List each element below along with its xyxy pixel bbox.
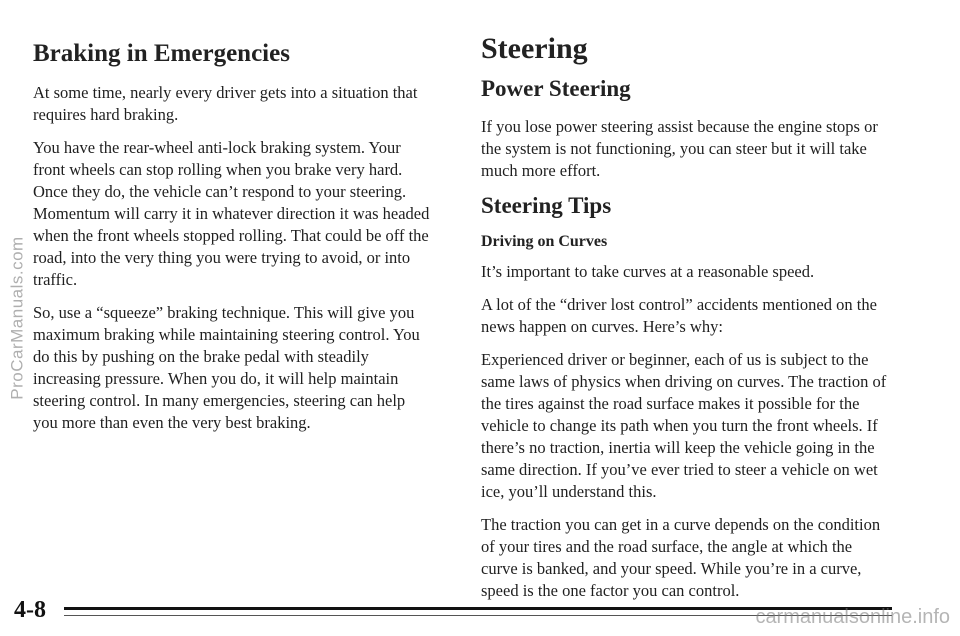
paragraph-power-steering: If you lose power steering assist because the engine stops or the system is not functioning, you can steer but it will take much more effort.	[481, 117, 878, 180]
steering-tips-heading: Steering Tips	[481, 193, 612, 218]
paragraph-lost-control: A lot of the “driver lost control” accidents mentioned on the news happen on curves. Here’s why:	[481, 295, 877, 336]
braking-emergencies-heading: Braking in Emergencies	[33, 40, 290, 67]
page-number: 4-8	[14, 597, 46, 623]
paragraph-reasonable-speed: It’s important to take curves at a reasonable speed.	[481, 262, 815, 281]
power-steering-heading: Power Steering	[481, 76, 631, 101]
side-watermark	[4, 0, 32, 636]
paragraph-traction: The traction you can get in a curve depends on the condition of your tires and the road surface, the angle at which the curve is banked, and your speed. While you’re in a curve, speed is the one factor you can control.	[481, 515, 881, 600]
bottom-watermark: carmanualsonline.info	[755, 606, 950, 628]
steering-title: Steering	[481, 32, 588, 65]
paragraph-hard-braking: At some time, nearly every driver gets into a situation that requires hard braking.	[33, 83, 418, 124]
driving-on-curves-heading: Driving on Curves	[481, 233, 608, 250]
side-watermark-text: ProCarManuals.com	[8, 236, 28, 400]
paragraph-physics: Experienced driver or beginner, each of us is subject to the same laws of physics when driving on curves. The traction of the tires against the road surface makes it possible for the vehicle to change its path when you turn the front wheels. If there’s no traction, inertia will keep the vehicle going in the same direction. If you’ve ever tried to steer a vehicle on wet ice, you’ll understand this.	[481, 350, 887, 501]
right-column	[481, 32, 891, 613]
paragraph-anti-lock: You have the rear-wheel anti-lock braking system. Your front wheels can stop rolling when you brake very hard. Once they do, the vehicle can’t respond to your steering. Momentum will carry it in whatever direction it was headed when the front wheels stopped rolling. That could be off the road, into the very thing you were trying to avoid, or into traffic.	[33, 138, 430, 289]
paragraph-squeeze-technique: So, use a “squeeze” braking technique. This will give you maximum braking while maintaining steering control. You do this by pushing on the brake pedal with steadily increasing pressure. When you do, it will help maintain steering control. In many emergencies, steering can help you more than even the very best braking.	[33, 303, 420, 432]
left-column	[33, 32, 433, 445]
